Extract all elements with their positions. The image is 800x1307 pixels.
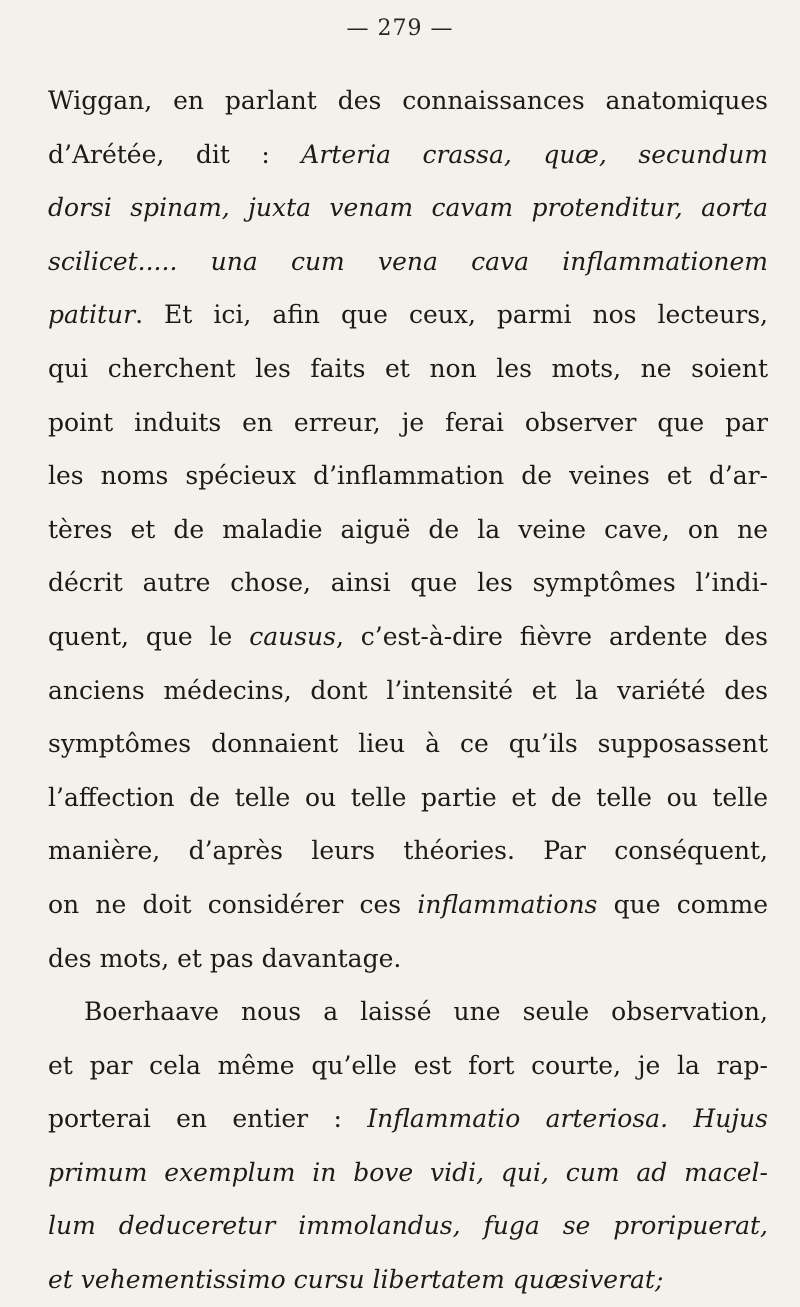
text-line	[48, 664, 768, 718]
text-segment: que comme	[597, 889, 768, 919]
text-line	[48, 717, 768, 771]
text-line	[48, 288, 768, 342]
text-line	[48, 1253, 768, 1307]
italic-segment: causus	[249, 621, 336, 651]
text-segment: tères et de maladie aiguë de la veine cave, on ne	[48, 514, 768, 544]
italic-segment: Arteria crassa, quæ, secundum	[301, 139, 769, 169]
text-segment: qui cherchent les faits et non les mots, ne soient	[48, 353, 768, 383]
italic-segment: Inflammatio arteriosa. Hujus	[367, 1104, 768, 1134]
text-line	[48, 396, 768, 450]
text-segment: l’affection de telle ou telle partie et de telle ou telle	[48, 782, 768, 812]
text-line	[48, 1092, 768, 1146]
text-segment: les noms spécieux d’inflammation de veines et d’ar-	[48, 461, 768, 491]
text-line	[48, 932, 768, 986]
text-line	[48, 128, 768, 182]
text-segment: . Et ici, afin que ceux, parmi nos lecteurs,	[135, 300, 768, 330]
text-segment: des mots, et pas davantage.	[48, 943, 402, 973]
text-segment: point induits en erreur, je ferai observer que par	[48, 407, 768, 437]
text-segment: et par cela même qu’elle est fort courte, je la rap-	[48, 1050, 768, 1080]
text-line	[48, 878, 768, 932]
text-line	[48, 985, 768, 1039]
text-segment: Boerhaave nous a laissé une seule observation,	[84, 997, 768, 1027]
text-segment: on ne doit considérer ces	[48, 889, 418, 919]
text-line	[48, 449, 768, 503]
text-line	[48, 556, 768, 610]
italic-segment: primum exemplum in bove vidi, qui, cum ad macel-	[48, 1157, 768, 1187]
text-line	[48, 74, 768, 128]
italic-segment: dorsi spinam, juxta venam cavam protenditur, aorta	[48, 193, 768, 223]
paragraph	[48, 985, 768, 1307]
text-segment: anciens médecins, dont l’intensité et la variété des	[48, 675, 768, 705]
text-line	[48, 235, 768, 289]
italic-segment: lum deduceretur immolandus, fuga se proripuerat,	[48, 1211, 768, 1241]
text-line	[48, 181, 768, 235]
text-line	[48, 771, 768, 825]
text-line	[48, 1039, 768, 1093]
italic-segment: scilicet..... una cum vena cava inflammationem	[48, 246, 768, 276]
text-segment: décrit autre chose, ainsi que les symptômes l’indi-	[48, 568, 768, 598]
text-segment: d’Arétée, dit :	[48, 139, 302, 169]
text-line	[48, 1146, 768, 1200]
text-segment: quent, que le	[48, 621, 250, 651]
text-line	[48, 824, 768, 878]
italic-segment: inflammations	[417, 889, 598, 919]
text-segment: porterai en entier :	[48, 1104, 368, 1134]
text-segment: , c’est-à-dire fièvre ardente des	[335, 621, 768, 651]
text-line	[48, 503, 768, 557]
text-line	[48, 342, 768, 396]
text-line	[48, 610, 768, 664]
text-segment: Wiggan, en parlant des connaissances anatomiques	[48, 86, 768, 115]
text-segment: manière, d’après leurs théories. Par conséquent,	[48, 836, 768, 866]
page-number: — 279 —	[346, 16, 454, 41]
paragraph	[48, 74, 768, 985]
body-text	[48, 74, 768, 1307]
text-line	[48, 1199, 768, 1253]
italic-segment: patitur	[48, 300, 136, 330]
italic-segment: et vehementissimo cursu libertatem quæsiverat;	[48, 1265, 664, 1295]
text-segment: symptômes donnaient lieu à ce qu’ils supposassent	[48, 729, 768, 759]
